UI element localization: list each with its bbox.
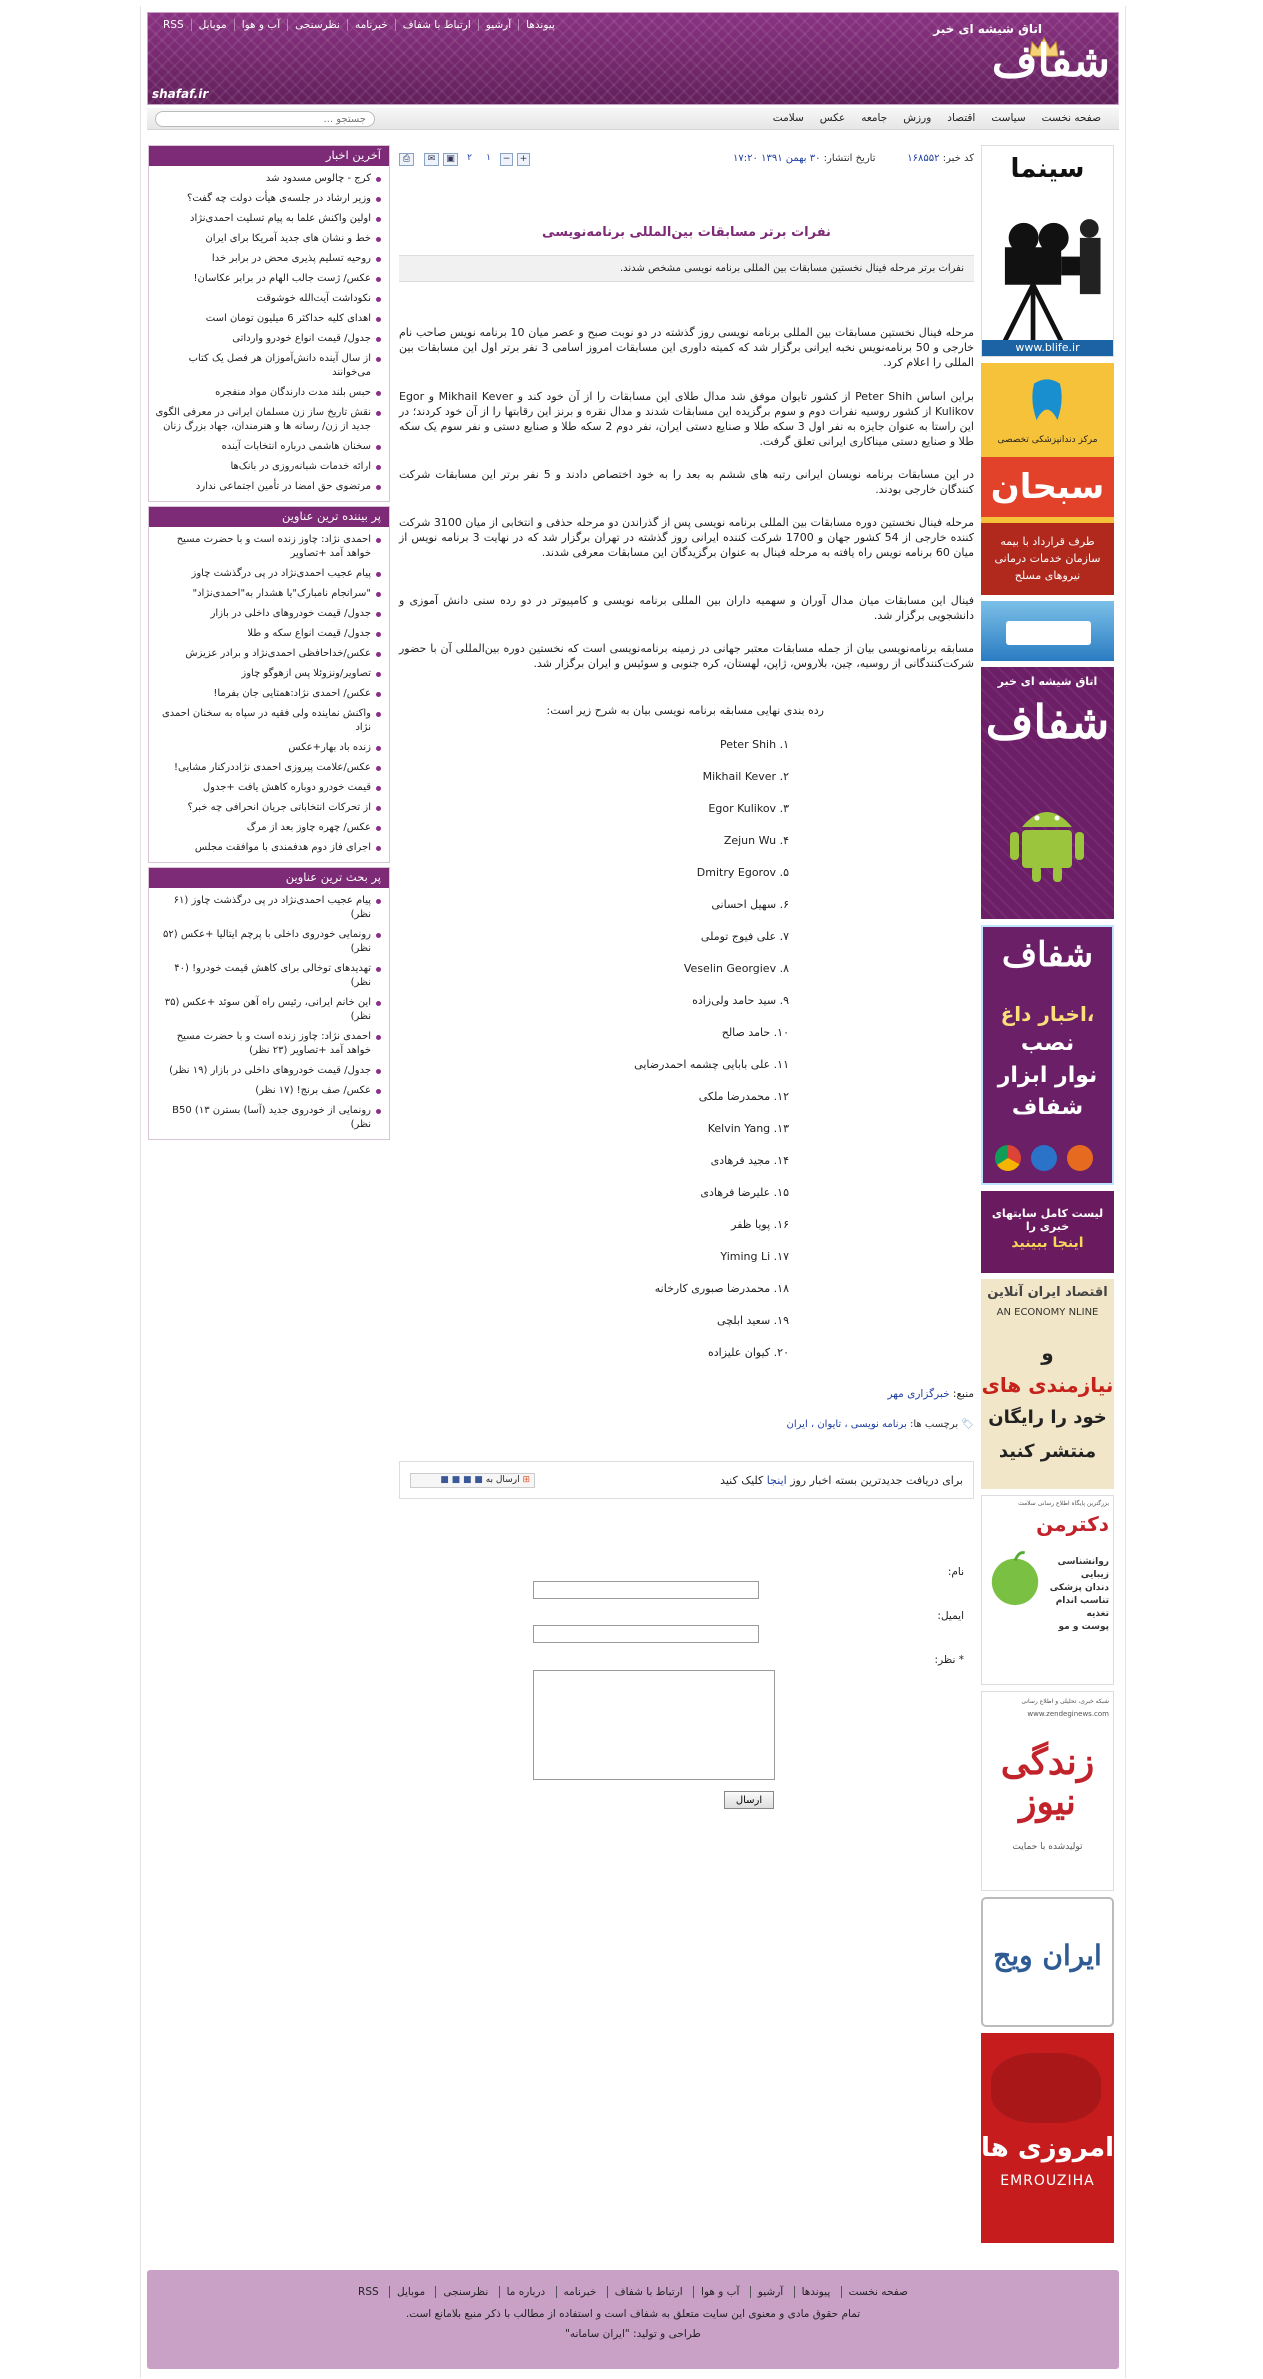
ad-sobhan[interactable] (981, 363, 1114, 595)
most-viewed-item[interactable]: عکس/ احمدی نژاد:همتایی جان بفرما! (155, 684, 381, 704)
ad-economy-title: اقتصاد ایران آنلاین (987, 1285, 1108, 1300)
ad-news-list[interactable] (981, 1191, 1114, 1273)
chrome-icon (995, 1145, 1021, 1171)
ad-doctor-man[interactable] (981, 1495, 1114, 1685)
site-logo[interactable] (933, 18, 1110, 96)
footer-nav (147, 2286, 1119, 2298)
tooth-icon (1021, 375, 1073, 427)
comment-form (399, 1566, 974, 1816)
article-paragraph: براین اساس Peter Shih از کشور تایوان موفق شد مدال طلای این مسابقات را از آن خود کند و Mikhail Kever و Egor Kulikov از کشور روسیه نفرات دوم و سوم برگزیده این مسابقات شدند و مدال نقره و برنز این رقابتها را از آن خود کردند؛ در این راستا به عنوان جایزه به نفر اول 3 سکه طلا و صنایع دستی ایران، نفر دوم 2 سکه طلا و صنایع دستی و نفر سوم یک سکه طلا و صنایع دستی میناکاری ایرانی تعلق گرفت. (399, 390, 974, 448)
most-discussed-item[interactable]: احمدی نژاد: چاوز زنده است و با حضرت مسیح خواهد آمد +تصاویر (۲۳ نظر) (155, 1027, 381, 1061)
ranking-item: ۱۰. حامد صالح (721, 1026, 789, 1039)
source-label: منبع: (952, 1388, 974, 1400)
ad-economy-l3: خود را رایگان (988, 1407, 1107, 1428)
footer-link[interactable]: ارتباط با شفاف (607, 2286, 690, 2298)
ranking-item: ۶. سهیل احسانی (711, 898, 789, 911)
main-menu-bar (147, 108, 1119, 130)
share-label: ارسال به (485, 1475, 520, 1485)
article-paragraph: مرحله فینال نخستین دوره مسابقات بین المللی برنامه نویسی پس از گذراندن دو مرحله حذفی و انتخابی از میان 3100 شرکت کننده خارجی از 54 کشور جهان و 1700 شرکت کننده ایرانی روز گذشته در تهران برگزار شد که در نهایت 3 برنامه نویس از میان 60 برنامه نویس راه یافته به مرحله فینال به عنوان برگزیدگان این مسابقات معرفی شدند. (399, 516, 974, 559)
apple-icon (986, 1546, 1044, 1610)
ranking-item: ۱. Peter Shih (719, 738, 789, 751)
most-discussed-title: پر بحث ترین عناوین (149, 868, 389, 888)
ad-toolbar-l2: نصب (1020, 1031, 1075, 1056)
font-size-1-icon[interactable]: ۱ (486, 153, 491, 163)
top-nav (156, 19, 562, 31)
ad-toolbar-l4: شفاف (1011, 1095, 1084, 1120)
email-input[interactable] (533, 1625, 759, 1643)
email-label: ایمیل: (937, 1610, 964, 1622)
top-nav-contact[interactable]: ارتباط با شفاف (395, 19, 478, 31)
article-tools (399, 153, 530, 166)
rss-link[interactable]: اینجا (766, 1474, 787, 1487)
menu-home[interactable]: صفحه نخست (1041, 112, 1101, 124)
most-viewed-item[interactable]: "سرانجام نامبارک"یا هشدار به"احمدی‌نژاد" (155, 584, 381, 604)
latest-item[interactable]: سخنان هاشمی درباره انتخابات آینده (155, 437, 381, 457)
ad-iranvij-name: ایران ویج (993, 1939, 1102, 1972)
ie-icon (1031, 1145, 1057, 1171)
latest-item[interactable]: عکس/ ژست جالب الهام در برابر عکاسان! (155, 269, 381, 289)
footer-link[interactable]: موبایل (389, 2286, 432, 2298)
most-viewed-item[interactable]: زنده باد بهار+عکس (155, 738, 381, 758)
article-paragraph: فینال این مسابقات میان مدال آوران و سهمیه داران بین المللی برنامه نویسی و کامپیوتر در دو رده سنی دانش آموزی و دانشجویی برگزار شد. (399, 594, 974, 622)
menu-politics[interactable]: سیاست (991, 112, 1026, 124)
tags-line (787, 1419, 974, 1430)
top-nav-archive[interactable]: آرشیو (478, 19, 518, 31)
most-viewed-item[interactable]: عکس/خداحافظی احمدی‌نژاد و برادر عزیزش (155, 644, 381, 664)
latest-item[interactable]: اولین واکنش علما به پیام تسلیت احمدی‌نژاد (155, 209, 381, 229)
latest-item[interactable]: روحیه تسلیم پذیری محض در برابر خدا (155, 249, 381, 269)
ad-economy-en: AN ECONOMY NLINE (996, 1307, 1099, 1318)
top-nav-weather[interactable]: آب و هوا (234, 19, 287, 31)
latest-item[interactable]: جدول/ قیمت انواع خودرو وارداتی (155, 329, 381, 349)
most-viewed-item[interactable]: تصاویر/ونزوئلا پس ازهوگو چاوز (155, 664, 381, 684)
search-input[interactable] (155, 111, 375, 127)
ad-doctor-name: دکترمن (1036, 1512, 1109, 1536)
menu-sports[interactable]: ورزش (903, 112, 932, 124)
ad-economy-online[interactable] (981, 1279, 1114, 1489)
article-lead: نفرات برتر مرحله فینال نخستین مسابقات بین المللی برنامه نویسی مشخص شدند. (399, 255, 974, 282)
article-title: نفرات برتر مسابقات بین‌المللی برنامه‌نویسی (542, 225, 831, 240)
most-viewed-item[interactable]: عکس/ چهره چاوز بعد از مرگ (155, 818, 381, 838)
rankings-intro: رده بندی نهایی مسابقه برنامه نویسی بیان به شرح زیر است: (546, 704, 824, 717)
top-nav-poll[interactable]: نظرسنجی (287, 19, 347, 31)
ad-shafaf-logo: شفاف (985, 695, 1110, 749)
most-viewed-item[interactable]: قیمت خودرو دوباره کاهش یافت +جدول (155, 778, 381, 798)
ranking-item: ۱۷. Yiming Li (720, 1250, 789, 1263)
latest-item[interactable]: مرتضوی حق امضا در تأمین اجتماعی ندارد (155, 477, 381, 497)
ad-shafaf-android[interactable] (981, 667, 1114, 919)
menu-economy[interactable]: اقتصاد (947, 112, 976, 124)
latest-item[interactable]: حبس بلند مدت دارندگان مواد منفجره (155, 383, 381, 403)
most-discussed-item[interactable]: جدول/ قیمت خودروهای داخلی در بازار (۱۹ نظر) (155, 1061, 381, 1081)
most-discussed-item[interactable]: پیام عجیب احمدی‌نژاد در پی درگذشت چاوز (۶۱ نظر) (155, 891, 381, 925)
site-footer (147, 2270, 1119, 2369)
most-viewed-item[interactable]: پیام عجیب احمدی‌نژاد در پی درگذشت چاوز (155, 564, 381, 584)
ranking-item: ۵. Dmitry Egorov (696, 866, 789, 879)
ad-news-list-l1: لیست کامل سایتهای خبری را (991, 1207, 1104, 1233)
most-discussed-item[interactable]: تهدیدهای توخالی برای کاهش قیمت خودرو! (۴۰ نظر) (155, 959, 381, 993)
ad-shafaf-tag: اتاق شیشه ای خبر (997, 675, 1098, 688)
ad-sobhan-sub: طرف قرارداد با بیمه سازمان خدمات درمانی نیروهای مسلح (981, 523, 1114, 595)
zoom-out-icon[interactable]: − (500, 153, 513, 166)
most-discussed-item[interactable]: رونمایی خودروی داخلی با پرچم ایتالیا +عکس (۵۲ نظر) (155, 925, 381, 959)
ad-toolbar-l3: نوار ابزار (997, 1063, 1098, 1088)
ad-economy-l1: و (1041, 1341, 1054, 1365)
ad-telecom-logos (1006, 621, 1091, 645)
sidebar (148, 145, 390, 1144)
page (140, 6, 1126, 2378)
latest-item[interactable]: خط و نشان های جدید آمریکا برای ایران (155, 229, 381, 249)
rss-text-after: کلیک کنید (720, 1474, 764, 1487)
ad-news-list-l2: اینجا ببینید (1011, 1235, 1084, 1251)
comment-textarea[interactable] (533, 1670, 775, 1780)
footer-design: طراحی و تولید: "ایران سامانه" (565, 2328, 701, 2340)
ad-emrouziha-en: EMROUZIHA (1000, 2173, 1095, 2189)
footer-link[interactable]: نظرسنجی (435, 2286, 495, 2298)
camera-icon (982, 191, 1114, 341)
main-menu (765, 112, 1109, 124)
ranking-item: ۱۲. محمدرضا ملکی (698, 1090, 789, 1103)
ranking-item: ۹. سید حامد ولی‌زاده (692, 994, 789, 1007)
ranking-item: ۱۳. Kelvin Yang (707, 1122, 789, 1135)
ad-zendegi-url: www.zendeginews.com (1027, 1710, 1109, 1718)
ad-zendegi-sub: تولیدشده با حمایت (1012, 1842, 1083, 1852)
article-meta (733, 153, 974, 164)
most-viewed-item[interactable]: واکنش نماینده ولی فقیه در سپاه به سخنان احمدی نژاد (155, 704, 381, 738)
ad-cinema[interactable] (981, 145, 1114, 357)
ranking-item: ۷. علی فیوج توملی (700, 930, 789, 943)
most-viewed-item[interactable]: عکس/علامت پیروزی احمدی نژاددرکنار مشایی! (155, 758, 381, 778)
source-line (888, 1388, 974, 1400)
save-icon[interactable]: ▣ (443, 153, 458, 166)
footer-link[interactable]: پیوندها (794, 2286, 838, 2298)
share-plus-icon: ⊞ (522, 1475, 530, 1485)
ad-zendegi-top: شبکه خبری، تحلیلی و اطلاع رسانی (1021, 1698, 1109, 1705)
name-label: نام: (947, 1566, 964, 1578)
doctor-item: زیبایی (1080, 1570, 1109, 1580)
ranking-item: ۴. Zejun Wu (723, 834, 789, 847)
top-nav-newsletter[interactable]: خبرنامه (347, 19, 395, 31)
most-viewed-box (148, 506, 390, 863)
footer-link[interactable]: درباره ما (499, 2286, 553, 2298)
most-viewed-item[interactable]: احمدی نژاد: چاوز زنده است و با حضرت مسیح خواهد آمد +تصاویر (155, 530, 381, 564)
browser-icons (995, 1145, 1093, 1171)
doctor-item: پوست و مو (1058, 1622, 1109, 1632)
submit-button[interactable]: ارسال (724, 1791, 774, 1809)
rss-text-before: برای دریافت جدیدترین بسته اخبار روز (790, 1474, 963, 1487)
most-viewed-list (149, 527, 389, 862)
latest-news-list (149, 166, 389, 501)
most-discussed-list (149, 888, 389, 1139)
name-input[interactable] (533, 1581, 759, 1599)
ranking-item: ۱۵. علیرضا فرهادی (700, 1186, 789, 1199)
source-link[interactable]: خبرگزاری مهر (887, 1388, 950, 1400)
logo-tagline: اتاق شیشه ای خبر (933, 22, 1042, 36)
menu-photo[interactable]: عکس (819, 112, 846, 124)
ranking-item: ۲۰. کیوان علیزاده (707, 1346, 789, 1359)
news-code-label: کد خبر: (942, 153, 974, 164)
footer-copyright: تمام حقوق مادی و معنوی این سایت متعلق به شفاف است و استفاده از مطالب با ذکر منبع بلامانع است. (405, 2308, 861, 2320)
share-button[interactable] (410, 1473, 535, 1488)
ranking-item: ۱۱. علی بابایی چشمه احمدرضایی (634, 1058, 789, 1071)
most-discussed-box (148, 867, 390, 1140)
most-viewed-title: پر بیننده ترین عناوین (149, 507, 389, 527)
ranking-item: ۳. Egor Kulikov (708, 802, 789, 815)
doctor-item: روانشناسی (1057, 1557, 1109, 1567)
ad-emrouziha-name: امروزی ها (981, 2133, 1114, 2163)
ranking-item: ۱۸. محمدرضا صبوری کارخانه (654, 1282, 789, 1295)
latest-item[interactable]: ارائه خدمات شبانه‌روزی در بانک‌ها (155, 457, 381, 477)
most-viewed-item[interactable]: از تحرکات انتخاباتی جریان انحرافی چه خبر؟ (155, 798, 381, 818)
ranking-item: ۸. Veselin Georgiev (683, 962, 789, 975)
footer-link[interactable]: صفحه نخست (841, 2286, 915, 2298)
footer-link[interactable]: آب و هوا (693, 2286, 746, 2298)
ranking-item: ۱۴. مجید فرهادی (710, 1154, 789, 1167)
ad-cinema-title: سینما (1010, 154, 1085, 184)
ad-sobhan-top: مرکز دندانپزشکی تخصصی (997, 435, 1098, 445)
menu-health[interactable]: سلامت (772, 112, 804, 124)
top-nav-rss[interactable]: RSS (163, 19, 184, 31)
tags-links[interactable]: برنامه نویسی ، تایوان ، ایران (786, 1419, 907, 1430)
ranking-item: ۲. Mikhail Kever (702, 770, 789, 783)
article-paragraph: مسابقه برنامه‌نویسی بیان از جمله مسابقات معتبر جهانی در زمینه برنامه‌نویسی است که نخستین دوره بین‌المللی آن با حضور شرکت‌کنندگانی از روسیه، چین، بلاروس، ژاپن، لهستان، کره جنوبی و سوئیس و ایران برگزار شد. (399, 642, 974, 670)
ad-iranvij[interactable] (981, 1897, 1114, 2027)
ad-toolbar-l1: اخبار داغ، (1000, 1002, 1095, 1026)
most-discussed-item[interactable]: رونمایی از خودروی جدید (آسا) بسترن ۱۳) B50 نظر) (155, 1101, 381, 1135)
ad-doctor-items (1050, 1556, 1109, 1634)
rss-text (720, 1474, 963, 1487)
ad-toolbar-brand: شفاف (1001, 935, 1094, 975)
date-label: تاریخ انتشار: (823, 153, 876, 164)
doctor-item: دندان پزشکی (1049, 1583, 1109, 1593)
latest-item[interactable]: وزیر ارشاد در جلسه‌ی هیأت دولت چه گفت؟ (155, 189, 381, 209)
doctor-item: تناسب اندام (1055, 1596, 1109, 1606)
latest-item[interactable]: نکوداشت آیت‌الله خوشوقت (155, 289, 381, 309)
doctor-item: تغذیه (1086, 1609, 1109, 1619)
latest-item[interactable]: از سال آینده دانش‌آموزان هر فصل یک کتاب می‌خوانند (155, 349, 381, 383)
ad-economy-l4: منتشر کنید (998, 1441, 1097, 1462)
world-map-icon (991, 2053, 1101, 2123)
print-icon[interactable]: ⎙ (399, 153, 414, 166)
logo-text: شفاف (991, 36, 1110, 87)
zoom-in-icon[interactable]: + (517, 153, 530, 166)
share-icons: ■ ■ ■ ■ (440, 1475, 483, 1485)
font-size-2-icon[interactable]: ۲ (467, 153, 472, 163)
firefox-icon (1067, 1145, 1093, 1171)
most-viewed-item[interactable]: اجرای فاز دوم هدفمندی با موافقت مجلس (155, 838, 381, 858)
footer-link[interactable]: آرشیو (750, 2286, 790, 2298)
comment-label: * نظر: (934, 1654, 964, 1666)
email-icon[interactable]: ✉ (424, 153, 439, 166)
footer-link[interactable]: RSS (358, 2286, 379, 2298)
latest-news-box (148, 145, 390, 502)
most-discussed-item[interactable]: این خانم ایرانی، رئیس راه آهن سوئد +عکس (۳۵ نظر) (155, 993, 381, 1027)
footer-link[interactable]: خبرنامه (556, 2286, 604, 2298)
ad-shafaf-toolbar[interactable] (981, 925, 1114, 1185)
most-viewed-item[interactable]: جدول/ قیمت انواع سکه و طلا (155, 624, 381, 644)
ad-zendegi-name: زندگی نیوز (1000, 1741, 1095, 1823)
ranking-item: ۱۹. سعید ابلچی (717, 1314, 789, 1327)
tags-label: برچسب ها: (910, 1419, 959, 1430)
android-icon (1007, 787, 1087, 887)
ad-blife-url: www.blife.ir (982, 340, 1113, 356)
article-paragraph: مرحله فینال نخستین مسابقات بین المللی برنامه نویسی روز گذشته در دو نوبت صبح و عصر میان 10 برنامه نویس صاحب نام خارجی و 50 برنامه‌نویس نخبه ایرانی برگزار شد که کمیته داوری این مسابقات امروز اسامی 3 نفر برتر اول این مسابقات بین المللی را اعلام کرد. (399, 326, 974, 369)
ad-telecom[interactable] (981, 601, 1114, 661)
latest-item[interactable]: کرج - چالوس مسدود شد (155, 169, 381, 189)
ranking-item: ۱۶. پویا ظفر (731, 1218, 789, 1231)
ad-zendegi-news[interactable] (981, 1691, 1114, 1891)
ad-sobhan-name: سبحان (981, 457, 1114, 517)
news-code: ۱۶۸۵۵۲ (907, 153, 940, 164)
menu-society[interactable]: جامعه (861, 112, 888, 124)
ad-economy-l2: نیازمندی های (981, 1373, 1114, 1397)
ad-emrouziha[interactable] (981, 2033, 1114, 2243)
latest-news-title: آخرین اخبار (149, 146, 389, 166)
logo-url: shafaf.ir (152, 87, 209, 101)
top-nav-links[interactable]: پیوندها (518, 19, 562, 31)
latest-item[interactable]: نقش تاریخ ساز زن مسلمان ایرانی در معرفی الگوی جدید از زن/ رسانه ها و هنرمندان، جهاد بزرگ زنان (155, 403, 381, 437)
most-discussed-item[interactable]: عکس/ صف برنج! (۱۷ نظر) (155, 1081, 381, 1101)
tag-icon: 🏷 (961, 1419, 974, 1430)
site-header (147, 12, 1119, 105)
most-viewed-item[interactable]: جدول/ قیمت خودروهای داخلی در بازار (155, 604, 381, 624)
article-paragraph: در این مسابقات برنامه نویسان ایرانی رتبه های ششم به بعد را به خود اختصاص دادند و 5 نفر برتر این مسابقات شرکت کنندگان خارجی بودند. (399, 468, 974, 496)
ad-doctor-top: بزرگترین پایگاه اطلاع رسانی سلامت (1018, 1500, 1109, 1507)
latest-item[interactable]: اهدای کلیه حداکثر 6 میلیون تومان است (155, 309, 381, 329)
rss-box (399, 1461, 974, 1499)
top-nav-mobile[interactable]: موبایل (191, 19, 234, 31)
publish-date: ۳۰ بهمن ۱۳۹۱ ۱۷:۲۰ (733, 153, 821, 164)
